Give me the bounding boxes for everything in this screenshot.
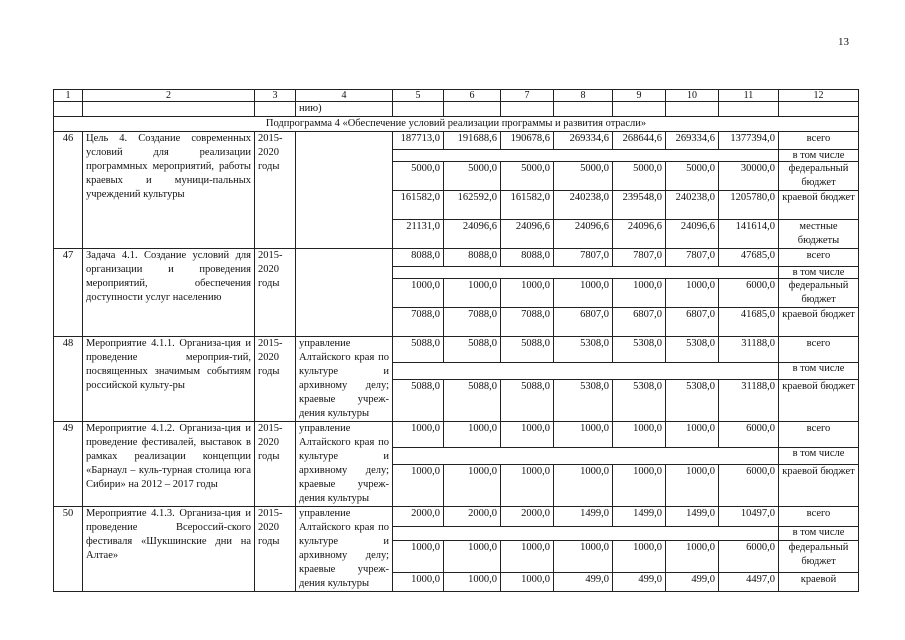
section-title: Подпрограмма 4 «Обеспечение условий реализации программы и развития отрасли» — [54, 117, 859, 132]
table-row — [54, 337, 859, 363]
value-cell: 21131,0 — [393, 220, 444, 249]
value-cell: 1205780,0 — [719, 191, 779, 220]
value-cell: 7088,0 — [444, 308, 501, 337]
value-cell: 1000,0 — [613, 422, 666, 448]
continued-cell — [54, 102, 83, 117]
header-cell: 3 — [255, 90, 296, 102]
value-cell: 161582,0 — [501, 191, 554, 220]
budget-label: всего — [779, 422, 859, 448]
table-row — [54, 507, 859, 527]
continued-cell — [393, 102, 444, 117]
page-number: 13 — [838, 36, 849, 48]
row-period: 2015-2020 годы — [255, 132, 296, 249]
value-cell: 6807,0 — [666, 308, 719, 337]
continued-cell — [554, 102, 613, 117]
value-cell: 5308,0 — [666, 337, 719, 363]
blank-cell — [393, 150, 779, 162]
value-cell: 4497,0 — [719, 572, 779, 591]
value-cell: 5308,0 — [666, 380, 719, 422]
continued-cell — [719, 102, 779, 117]
table-row — [54, 132, 859, 150]
header-cell: 10 — [666, 90, 719, 102]
continued-cell: нию) — [296, 102, 393, 117]
budget-label: всего — [779, 337, 859, 363]
value-cell: 5308,0 — [613, 380, 666, 422]
row-number: 47 — [54, 249, 83, 337]
value-cell: 7807,0 — [666, 249, 719, 267]
budget-label: краевой бюджет — [779, 465, 859, 507]
value-cell: 1000,0 — [554, 540, 613, 572]
blank-cell — [393, 267, 779, 279]
value-cell: 5000,0 — [666, 162, 719, 191]
value-cell: 31188,0 — [719, 380, 779, 422]
value-cell: 24096,6 — [554, 220, 613, 249]
value-cell: 5000,0 — [613, 162, 666, 191]
value-cell: 1000,0 — [613, 279, 666, 308]
continued-cell — [255, 102, 296, 117]
row-name: Мероприятие 4.1.3. Организа-ция и проведение Всероссий-ского фестиваля «Шукшинские дни на Алтае» — [83, 507, 255, 592]
value-cell: 269334,6 — [666, 132, 719, 150]
value-cell: 24096,6 — [666, 220, 719, 249]
row-period: 2015-2020 годы — [255, 507, 296, 592]
value-cell: 1000,0 — [393, 422, 444, 448]
row-executor: управление Алтайского края по культуре и архивному делу; краевые учреж-дения культуры — [296, 507, 393, 592]
value-cell: 5000,0 — [444, 162, 501, 191]
value-cell: 30000,0 — [719, 162, 779, 191]
row-number: 49 — [54, 422, 83, 507]
value-cell: 1000,0 — [666, 540, 719, 572]
continued-cell — [613, 102, 666, 117]
value-cell: 1000,0 — [613, 465, 666, 507]
value-cell: 7807,0 — [554, 249, 613, 267]
header-cell: 7 — [501, 90, 554, 102]
budget-label: краевой бюджет — [779, 380, 859, 422]
value-cell: 5000,0 — [501, 162, 554, 191]
including-label: в том числе — [779, 267, 859, 279]
budget-label: всего — [779, 507, 859, 527]
continued-cell — [83, 102, 255, 117]
value-cell: 239548,0 — [613, 191, 666, 220]
row-number: 46 — [54, 132, 83, 249]
value-cell: 1377394,0 — [719, 132, 779, 150]
value-cell: 191688,6 — [444, 132, 501, 150]
value-cell: 1000,0 — [666, 279, 719, 308]
row-number: 48 — [54, 337, 83, 422]
blank-cell — [393, 447, 779, 464]
value-cell: 1000,0 — [501, 422, 554, 448]
header-cell: 8 — [554, 90, 613, 102]
value-cell: 6807,0 — [613, 308, 666, 337]
continued-cell — [444, 102, 501, 117]
row-period: 2015-2020 годы — [255, 422, 296, 507]
value-cell: 268644,6 — [613, 132, 666, 150]
value-cell: 1000,0 — [501, 465, 554, 507]
value-cell: 24096,6 — [501, 220, 554, 249]
value-cell: 5308,0 — [554, 380, 613, 422]
value-cell: 1000,0 — [444, 540, 501, 572]
value-cell: 5308,0 — [613, 337, 666, 363]
value-cell: 6000,0 — [719, 422, 779, 448]
value-cell: 1000,0 — [613, 540, 666, 572]
header-row — [54, 90, 859, 102]
including-label: в том числе — [779, 447, 859, 464]
blank-cell — [393, 362, 779, 379]
value-cell: 1000,0 — [393, 540, 444, 572]
row-name: Задача 4.1. Создание условий для организации и проведения мероприятий, обеспечения доступности услуг населению — [83, 249, 255, 337]
value-cell: 1000,0 — [444, 422, 501, 448]
value-cell: 269334,6 — [554, 132, 613, 150]
value-cell: 1000,0 — [444, 279, 501, 308]
section-row — [54, 117, 859, 132]
value-cell: 6000,0 — [719, 279, 779, 308]
value-cell: 499,0 — [554, 572, 613, 591]
header-cell: 2 — [83, 90, 255, 102]
continued-cell — [666, 102, 719, 117]
value-cell: 190678,6 — [501, 132, 554, 150]
value-cell: 5088,0 — [393, 337, 444, 363]
table-row — [54, 422, 859, 448]
value-cell: 240238,0 — [554, 191, 613, 220]
row-name: Цель 4. Создание современных условий для реализации программных мероприятий, работы краевых и муници-пальных учреждений культуры — [83, 132, 255, 249]
row-period: 2015-2020 годы — [255, 249, 296, 337]
value-cell: 1000,0 — [554, 279, 613, 308]
header-cell: 4 — [296, 90, 393, 102]
value-cell: 8088,0 — [444, 249, 501, 267]
row-executor: управление Алтайского края по культуре и архивному делу; краевые учреж-дения культуры — [296, 337, 393, 422]
value-cell: 2000,0 — [393, 507, 444, 527]
value-cell: 1000,0 — [444, 572, 501, 591]
value-cell: 499,0 — [613, 572, 666, 591]
value-cell: 162592,0 — [444, 191, 501, 220]
value-cell: 161582,0 — [393, 191, 444, 220]
value-cell: 24096,6 — [613, 220, 666, 249]
value-cell: 1000,0 — [666, 422, 719, 448]
value-cell: 6807,0 — [554, 308, 613, 337]
budget-label: краевой бюджет — [779, 191, 859, 220]
value-cell: 240238,0 — [666, 191, 719, 220]
value-cell: 1499,0 — [554, 507, 613, 527]
including-label: в том числе — [779, 362, 859, 379]
budget-label: краевой бюджет — [779, 308, 859, 337]
row-executor — [296, 132, 393, 249]
value-cell: 5308,0 — [554, 337, 613, 363]
value-cell: 5088,0 — [444, 380, 501, 422]
header-cell: 11 — [719, 90, 779, 102]
value-cell: 1499,0 — [613, 507, 666, 527]
row-executor: управление Алтайского края по культуре и архивному делу; краевые учреж-дения культуры — [296, 422, 393, 507]
value-cell: 1499,0 — [666, 507, 719, 527]
value-cell: 7088,0 — [501, 308, 554, 337]
value-cell: 8088,0 — [393, 249, 444, 267]
budget-label: всего — [779, 249, 859, 267]
value-cell: 41685,0 — [719, 308, 779, 337]
value-cell: 2000,0 — [501, 507, 554, 527]
value-cell: 5088,0 — [393, 380, 444, 422]
budget-label: федеральный бюджет — [779, 540, 859, 572]
budget-label: федеральный бюджет — [779, 279, 859, 308]
value-cell: 1000,0 — [554, 465, 613, 507]
value-cell: 1000,0 — [393, 465, 444, 507]
continued-row — [54, 102, 859, 117]
value-cell: 2000,0 — [444, 507, 501, 527]
blank-cell — [393, 527, 779, 540]
row-name: Мероприятие 4.1.1. Организа-ция и проведение мероприя-тий, посвященных значимым событиям российской культу-ры — [83, 337, 255, 422]
value-cell: 8088,0 — [501, 249, 554, 267]
value-cell: 10497,0 — [719, 507, 779, 527]
value-cell: 5000,0 — [554, 162, 613, 191]
row-number: 50 — [54, 507, 83, 592]
value-cell: 1000,0 — [393, 279, 444, 308]
value-cell: 7807,0 — [613, 249, 666, 267]
value-cell: 1000,0 — [393, 572, 444, 591]
budget-label: краевой — [779, 572, 859, 591]
continued-cell — [779, 102, 859, 117]
value-cell: 1000,0 — [501, 572, 554, 591]
value-cell: 1000,0 — [666, 465, 719, 507]
value-cell: 5000,0 — [393, 162, 444, 191]
value-cell: 6000,0 — [719, 465, 779, 507]
value-cell: 187713,0 — [393, 132, 444, 150]
value-cell: 1000,0 — [501, 279, 554, 308]
budget-label: всего — [779, 132, 859, 150]
value-cell: 1000,0 — [444, 465, 501, 507]
value-cell: 7088,0 — [393, 308, 444, 337]
row-executor — [296, 249, 393, 337]
value-cell: 1000,0 — [501, 540, 554, 572]
header-cell: 12 — [779, 90, 859, 102]
including-label: в том числе — [779, 527, 859, 540]
budget-label: местные бюджеты — [779, 220, 859, 249]
value-cell: 1000,0 — [554, 422, 613, 448]
header-cell: 6 — [444, 90, 501, 102]
header-cell: 5 — [393, 90, 444, 102]
value-cell: 5088,0 — [501, 337, 554, 363]
value-cell: 47685,0 — [719, 249, 779, 267]
value-cell: 24096,6 — [444, 220, 501, 249]
program-table — [53, 89, 859, 592]
row-period: 2015-2020 годы — [255, 337, 296, 422]
value-cell: 5088,0 — [501, 380, 554, 422]
including-label: в том числе — [779, 150, 859, 162]
continued-cell — [501, 102, 554, 117]
header-cell: 1 — [54, 90, 83, 102]
value-cell: 499,0 — [666, 572, 719, 591]
budget-label: федеральный бюджет — [779, 162, 859, 191]
row-name: Мероприятие 4.1.2. Организа-ция и проведение фестивалей, выставок в рамках реализации концепции «Барнаул – куль-турная столица юга Сибири» на 2012 – 2017 годы — [83, 422, 255, 507]
table-row — [54, 249, 859, 267]
value-cell: 6000,0 — [719, 540, 779, 572]
value-cell: 141614,0 — [719, 220, 779, 249]
value-cell: 31188,0 — [719, 337, 779, 363]
header-cell: 9 — [613, 90, 666, 102]
value-cell: 5088,0 — [444, 337, 501, 363]
